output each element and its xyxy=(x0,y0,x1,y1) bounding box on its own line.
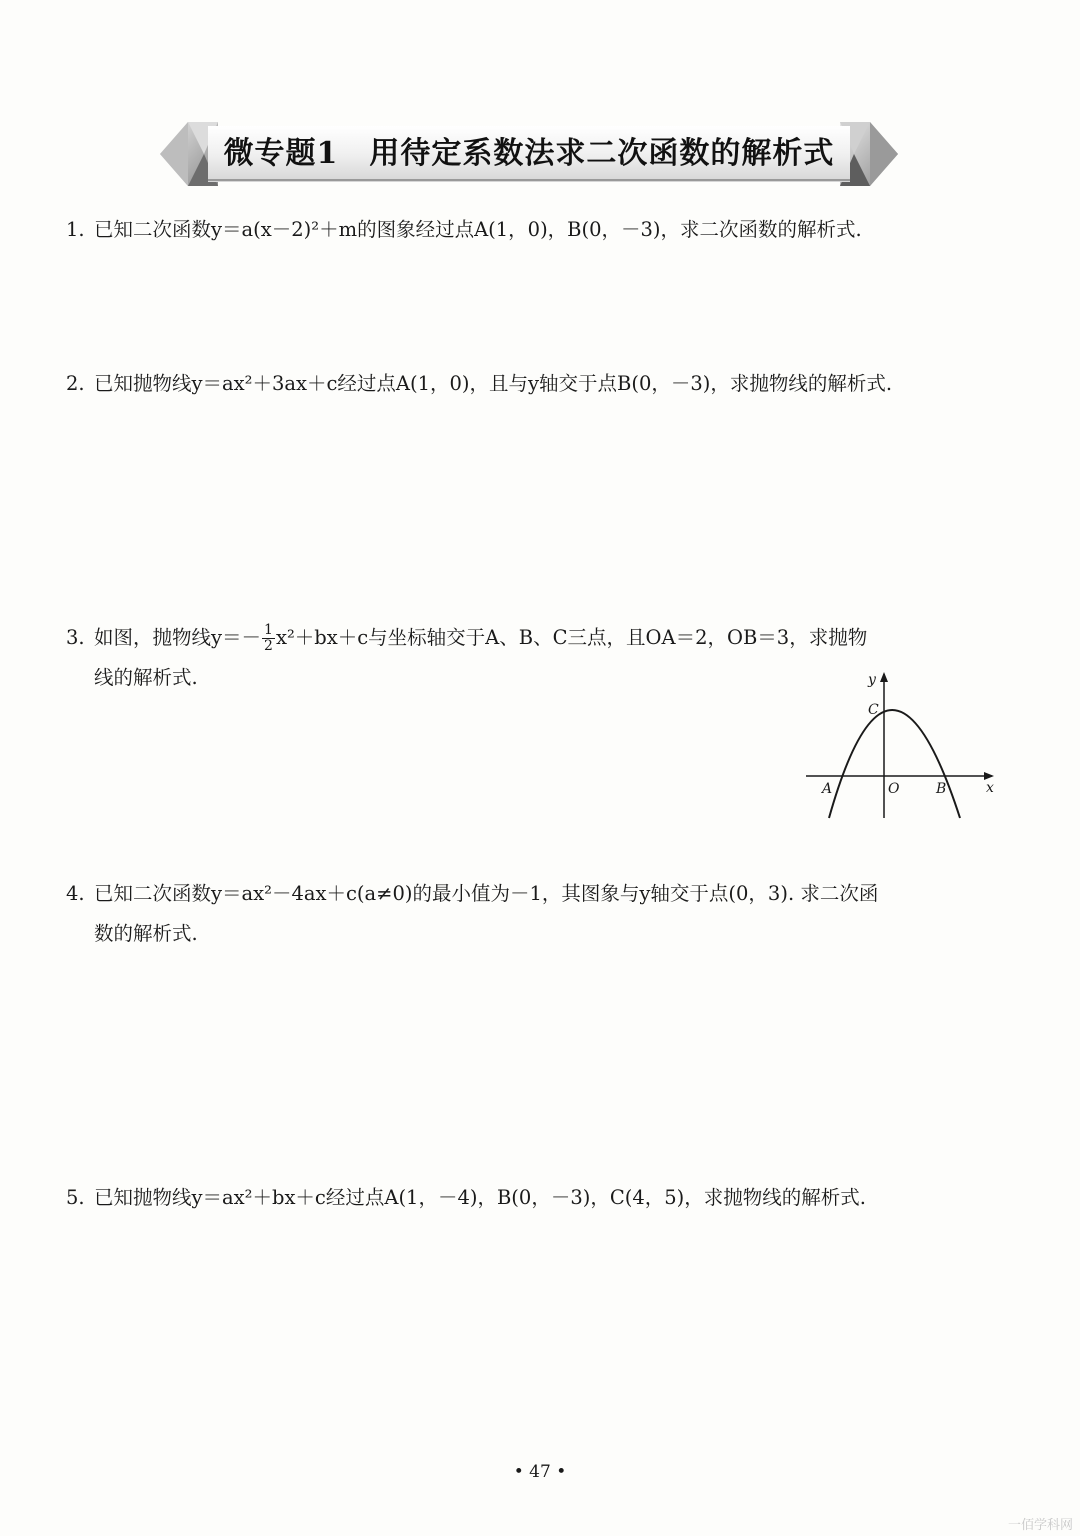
question-number: 2. xyxy=(66,372,85,395)
point-b-label: B xyxy=(936,781,947,797)
y-axis-label: y xyxy=(868,672,876,688)
question-number: 4. xyxy=(66,882,85,905)
origin-label: O xyxy=(888,781,900,797)
parabola-figure xyxy=(800,668,1000,828)
parabola-curve xyxy=(829,710,960,818)
page-title: 微专题1 用待定系数法求二次函数的解析式 xyxy=(223,136,835,171)
watermark: 一佰学科网 xyxy=(1008,1518,1074,1533)
question-1 xyxy=(66,210,862,250)
page-number: • 47 • xyxy=(513,1462,567,1482)
x-axis-arrow xyxy=(984,772,994,780)
x-axis-label: x xyxy=(986,780,994,796)
point-a-label: A xyxy=(822,781,833,797)
question-text-continued: 线的解析式. xyxy=(94,666,198,689)
question-2 xyxy=(66,364,892,404)
point-c-label: C xyxy=(868,702,879,718)
question-number: 1. xyxy=(66,218,85,241)
fraction xyxy=(262,623,275,654)
question-5 xyxy=(66,1178,866,1218)
question-text: x²＋bx＋c与坐标轴交于A、B、C三点，且OA＝2，OB＝3，求抛物 xyxy=(275,626,868,649)
title-banner xyxy=(160,118,898,190)
question-text: 已知抛物线y＝ax²＋bx＋c经过点A(1，－4)，B(0，－3)，C(4，5)，求抛物线的解析式. xyxy=(94,1186,866,1209)
question-3 xyxy=(66,618,867,698)
question-number: 3. xyxy=(66,626,85,649)
fraction-numerator: 1 xyxy=(264,622,273,638)
question-text-continued: 数的解析式. xyxy=(94,922,198,945)
fraction-denominator: 2 xyxy=(264,638,273,654)
question-text: 已知二次函数y＝ax²－4ax＋c(a≠0)的最小值为－1，其图象与y轴交于点(0，3). 求二次函 xyxy=(94,882,879,905)
coordinate-diagram xyxy=(800,668,1000,824)
question-text: 已知二次函数y＝a(x－2)²＋m的图象经过点A(1，0)，B(0，－3)，求二次函数的解析式. xyxy=(94,218,862,241)
question-4 xyxy=(66,874,878,954)
question-text: 已知抛物线y＝ax²＋3ax＋c经过点A(1，0)，且与y轴交于点B(0，－3)，求抛物线的解析式. xyxy=(94,372,893,395)
question-number: 5. xyxy=(66,1186,85,1209)
y-axis-arrow xyxy=(880,672,888,682)
question-text: 如图，抛物线y＝－ xyxy=(94,626,262,649)
